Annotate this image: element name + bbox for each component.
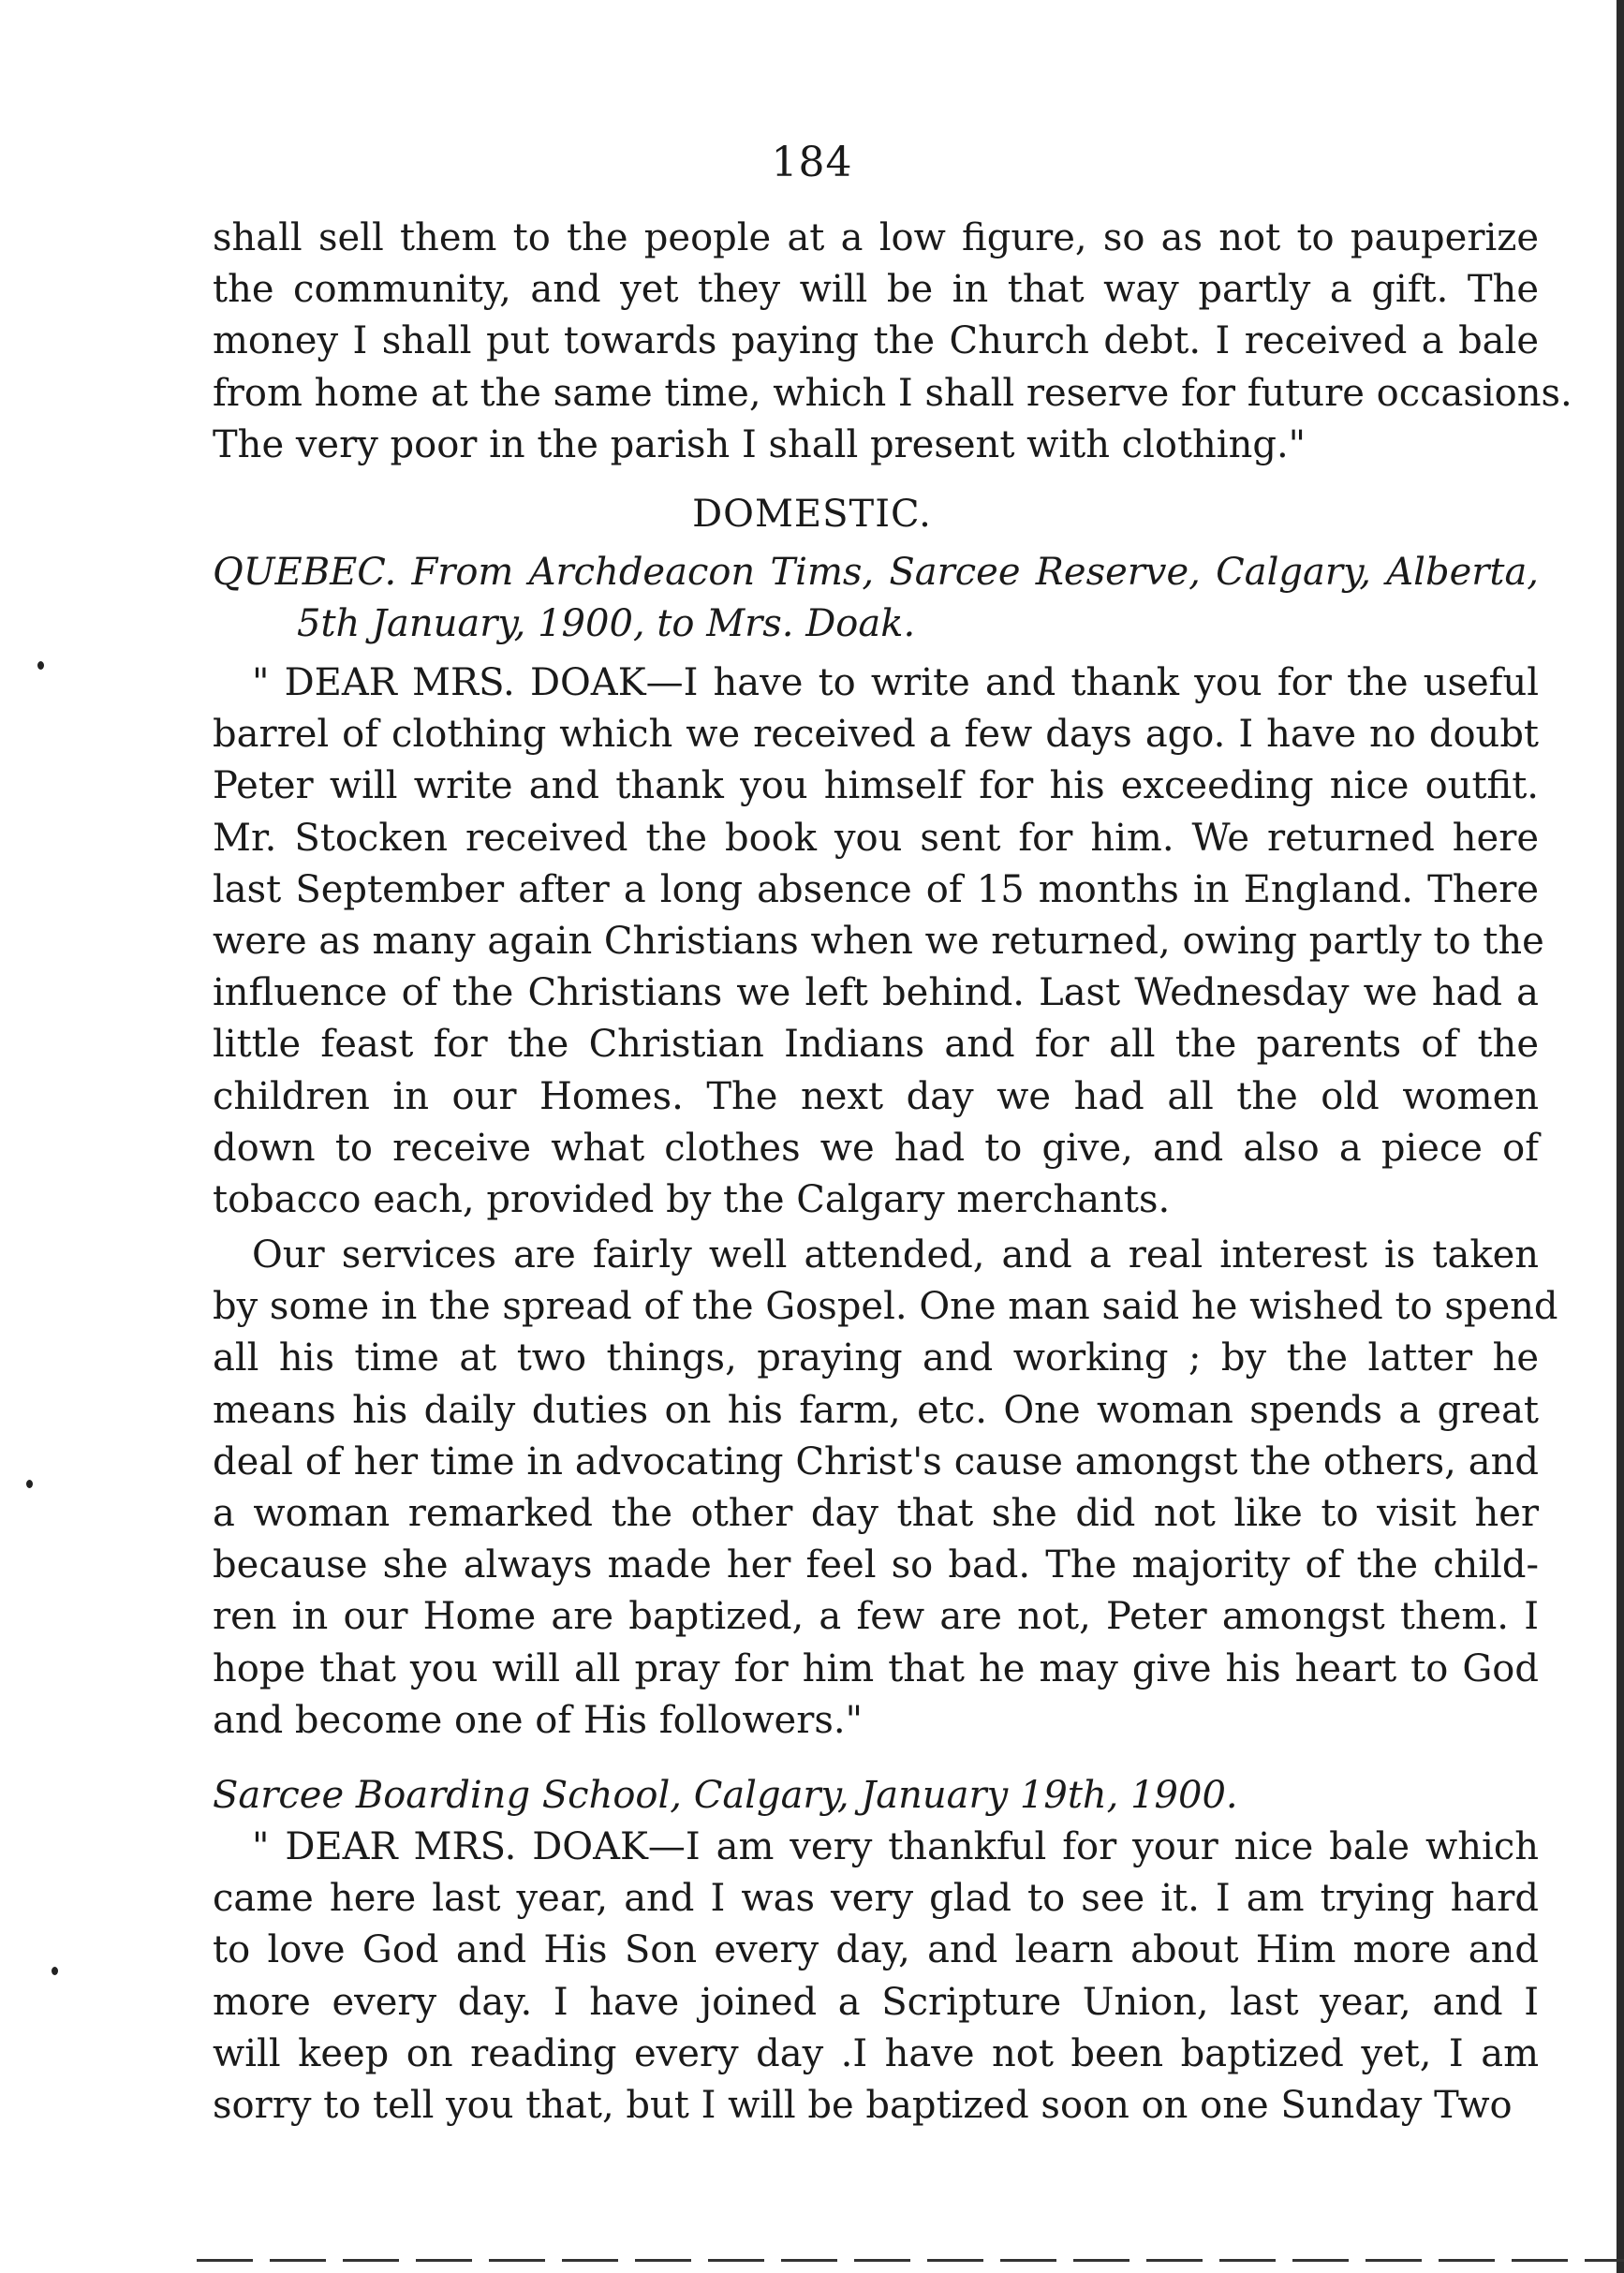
dateline-sarcee <box>213 1770 1539 1822</box>
text-line: influence of the Christians we left behind. Last Wednesday we had a <box>213 971 1539 1015</box>
speck <box>37 661 44 670</box>
dateline-quebec-line-2: 5th January, 1900, to Mrs. Doak. <box>297 602 916 646</box>
text-line: by some in the spread of the Gospel. One man said he wished to spend <box>213 1285 1558 1329</box>
text-line: and become one of His followers." <box>213 1698 863 1742</box>
text-line: because she always made her feel so bad. The majority of the child- <box>213 1543 1539 1587</box>
text-line: came here last year, and I was very glad to see it. I am trying hard <box>213 1877 1539 1921</box>
page-edge-line <box>1617 0 1624 2273</box>
text-line: deal of her time in advocating Christ's cause amongst the others, and <box>213 1439 1539 1483</box>
dateline-quebec-line-1: QUEBEC. From Archdeacon Tims, Sarcee Reserve, Calgary, Alberta, <box>213 551 1539 594</box>
speck <box>26 1480 33 1488</box>
text-line: the community, and yet they will be in that way partly a gift. The <box>213 268 1539 312</box>
text-line: money I shall put towards paying the Church debt. I received a bale <box>213 319 1539 363</box>
text-line: barrel of clothing which we received a few days ago. I have no doubt <box>213 713 1539 757</box>
text-line: all his time at two things, praying and working ; by the latter he <box>213 1336 1539 1380</box>
speck <box>52 1967 58 1975</box>
text-line: means his daily duties on his farm, etc. One woman spends a great <box>213 1388 1539 1432</box>
letter-1-paragraph-1 <box>213 657 1544 1226</box>
text-line: down to receive what clothes we had to give, and also a piece of <box>213 1126 1539 1170</box>
text-line: The very poor in the parish I shall present with clothing." <box>213 422 1307 466</box>
letter-1-paragraph-2 <box>213 1230 1558 1747</box>
dateline-sarcee-line: Sarcee Boarding School, Calgary, January 19th, 1900. <box>213 1774 1238 1817</box>
text-line: little feast for the Christian Indians and for all the parents of the <box>213 1023 1539 1067</box>
dateline-quebec <box>213 547 1539 650</box>
text-line: were as many again Christians when we returned, owing partly to the <box>213 920 1544 964</box>
text-line: shall sell them to the people at a low figure, so as not to pauperize <box>213 216 1539 259</box>
text-line: to love God and His Son every day, and learn about Him more and <box>213 1928 1539 1972</box>
intro-paragraph <box>213 213 1572 471</box>
text-line: Peter will write and thank you himself for his exceeding nice outfit. <box>213 764 1539 808</box>
text-line: children in our Homes. The next day we had all the old women <box>213 1074 1539 1118</box>
bottom-rule <box>197 2259 1624 2262</box>
text-line: from home at the same time, which I shall reserve for future occasions. <box>213 371 1572 415</box>
text-line: hope that you will all pray for him that he may give his heart to God <box>213 1646 1539 1690</box>
text-line: Mr. Stocken received the book you sent for him. We returned here <box>213 816 1539 860</box>
text-line: will keep on reading every day .I have not been baptized yet, I am <box>213 2031 1539 2075</box>
text-line: " DEAR MRS. DOAK—I have to write and thank you for the useful <box>252 661 1539 704</box>
text-line: tobacco each, provided by the Calgary merchants. <box>213 1178 1171 1222</box>
text-line: last September after a long absence of 15 months in England. There <box>213 867 1539 911</box>
text-line: a woman remarked the other day that she did not like to visit her <box>213 1492 1539 1536</box>
text-line: more every day. I have joined a Scripture Union, last year, and I <box>213 1980 1539 2024</box>
text-line: " DEAR MRS. DOAK—I am very thankful for your nice bale which <box>252 1825 1539 1868</box>
text-line: Our services are fairly well attended, and a real interest is taken <box>252 1233 1539 1277</box>
page-number: 184 <box>771 139 853 186</box>
text-line: sorry to tell you that, but I will be baptized soon on one Sunday Two <box>213 2084 1513 2128</box>
section-title: DOMESTIC. <box>692 493 932 536</box>
text-line: ren in our Home are baptized, a few are not, Peter amongst them. I <box>213 1595 1539 1639</box>
letter-2-paragraph-1 <box>213 1822 1539 2132</box>
